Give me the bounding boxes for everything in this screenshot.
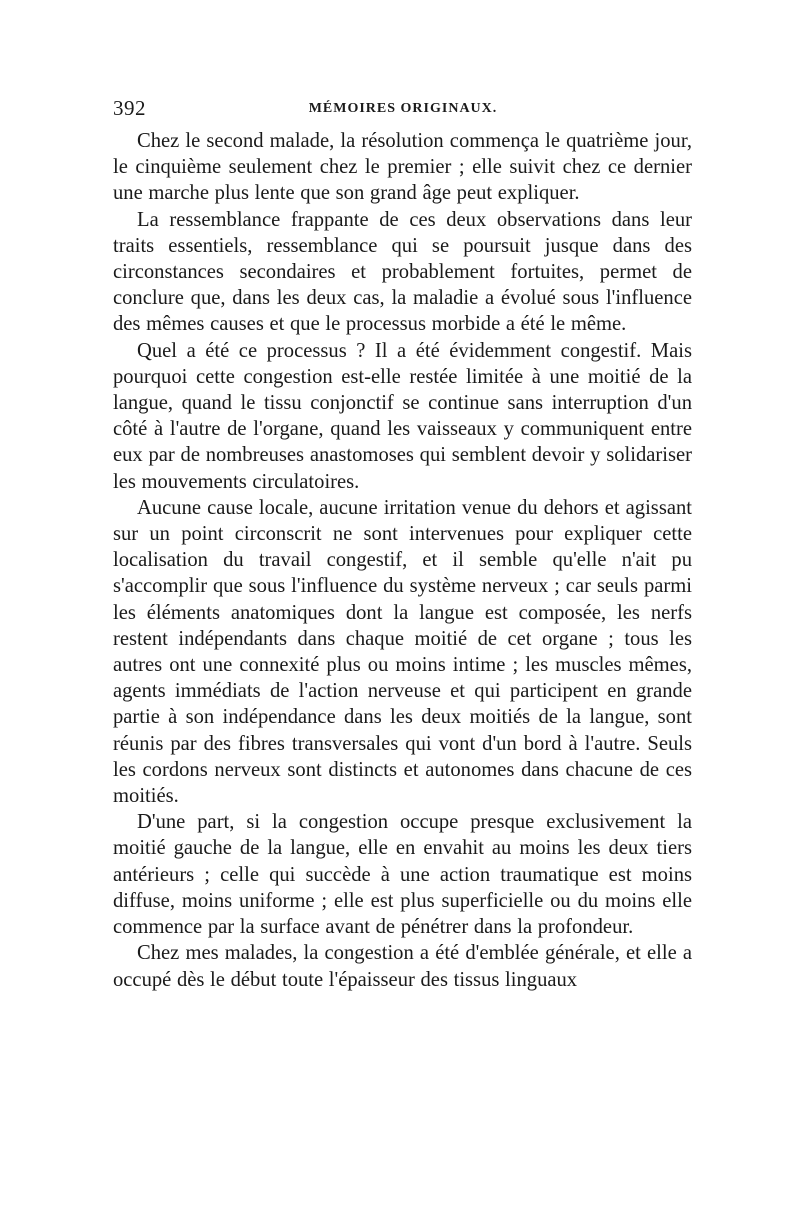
paragraph: Aucune cause locale, aucune irritation venue du dehors et agissant sur un point circonscrit ne sont intervenues pour expliquer cette localisation du travail congestif, et il semble qu'elle n'ait pu s'accomplir que sous l'influence du système nerveux ; car seuls parmi les éléments anatomiques dont la langue est composée, les nerfs restent indépendants dans chaque moitié de cet organe ; tous les autres ont une connexité plus ou moins intime ; les muscles mêmes, agents immédiats de l'action nerveuse et qui participent en grande partie à son indépendance dans les deux moitiés de la langue, sont réunis par des fibres transversales qui vont d'un bord à l'autre. Seuls les cordons nerveux sont distincts et autonomes dans chacune de ces moitiés. <box>113 496 692 808</box>
running-title: MÉMOIRES ORIGINAUX. <box>308 101 498 116</box>
body-text <box>113 128 692 993</box>
paragraph: Chez le second malade, la résolution commença le quatrième jour, le cinquième seulement chez le premier ; elle suivit chez ce dernier une marche plus lente que son grand âge peut expliquer. <box>113 130 692 205</box>
running-head <box>113 96 693 124</box>
paragraph: Quel a été ce processus ? Il a été évidemment congestif. Mais pourquoi cette congestion est-elle restée limitée à une moitié de la langue, quand le tissu conjonctif se continue sans interruption d'un côté à l'autre de l'organe, quand les vaisseaux y communiquent entre eux par de nombreuses anastomoses qui semblent devoir y solidariser les mouvements circulatoires. <box>113 339 692 493</box>
paragraph: D'une part, si la congestion occupe presque exclusivement la moitié gauche de la langue, elle en envahit au moins les deux tiers antérieurs ; celle qui succède à une action traumatique est moins diffuse, moins uniforme ; elle est plus superficielle ou du moins elle commence par la surface avant de pénétrer dans la profondeur. <box>113 811 692 939</box>
paragraph: La ressemblance frappante de ces deux observations dans leur traits essentiels, ressemblance qui se poursuit jusque dans des circonstances secondaires et probablement fortuites, permet de conclure que, dans les deux cas, la maladie a évolué sous l'influence des mêmes causes et que le processus morbide a été le même. <box>113 208 692 336</box>
page-number: 392 <box>113 96 146 120</box>
paragraph: Chez mes malades, la congestion a été d'emblée générale, et elle a occupé dès le début toute l'épaisseur des tissus linguaux <box>113 942 692 991</box>
